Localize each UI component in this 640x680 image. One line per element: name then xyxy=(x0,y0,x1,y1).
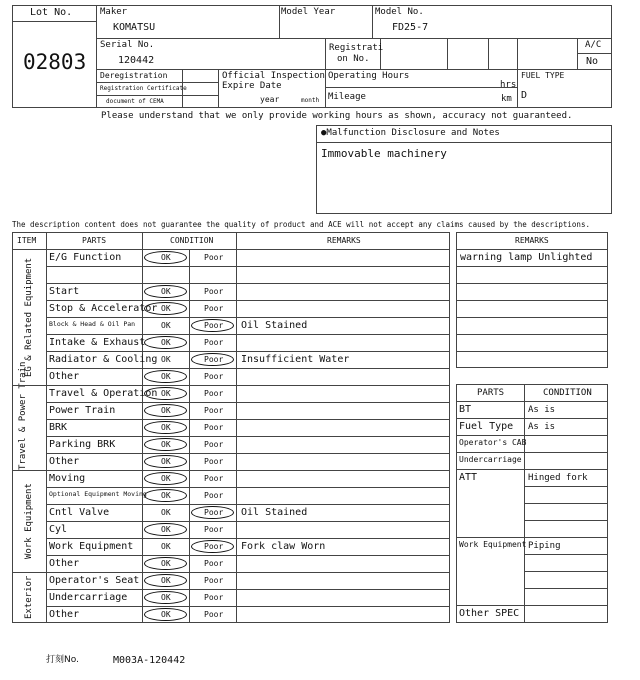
poor-option[interactable]: Poor xyxy=(204,355,224,364)
serial-value: 120442 xyxy=(118,55,155,66)
poor-option[interactable]: Poor xyxy=(204,474,224,483)
side-parts-header: PARTS xyxy=(477,388,505,398)
row-part: E/G Function xyxy=(49,252,122,263)
poor-selected-oval xyxy=(191,319,234,332)
row-part: Other xyxy=(49,609,80,620)
ok-selected-oval xyxy=(144,438,187,451)
lot-label: Lot No. xyxy=(30,7,73,18)
ok-selected-oval xyxy=(144,591,187,604)
disclaimer-text: The description content does not guarantee the quality of product and ACE will not accept any claims caused by the descriptions. xyxy=(12,220,590,229)
row-part: BRK xyxy=(49,422,68,433)
ok-option[interactable]: OK xyxy=(161,287,171,296)
ok-option[interactable]: OK xyxy=(161,406,171,415)
poor-option[interactable]: Poor xyxy=(204,253,224,262)
ok-option[interactable]: OK xyxy=(161,491,171,500)
poor-option[interactable]: Poor xyxy=(204,304,224,313)
ok-option[interactable]: OK xyxy=(161,338,171,347)
poor-option[interactable]: Poor xyxy=(204,559,224,568)
inspection-label-2: Expire Date xyxy=(222,81,282,91)
ok-option[interactable]: OK xyxy=(161,321,171,330)
poor-option[interactable]: Poor xyxy=(204,423,224,432)
side-part-label: Undercarriage xyxy=(459,455,522,464)
ok-option[interactable]: OK xyxy=(161,253,171,262)
model-no-label: Model No. xyxy=(375,7,424,17)
km-label: km xyxy=(501,94,512,104)
row-part: Cyl xyxy=(49,524,68,535)
side-condition-value: As is xyxy=(528,405,556,415)
ok-selected-oval xyxy=(144,608,187,621)
ok-option[interactable]: OK xyxy=(161,542,171,551)
maker-value: KOMATSU xyxy=(113,22,156,33)
ok-selected-oval xyxy=(144,523,187,536)
poor-option[interactable]: Poor xyxy=(204,525,224,534)
row-part: Cntl Valve xyxy=(49,507,110,518)
ok-selected-oval xyxy=(144,251,187,264)
row-remark: Fork claw Worn xyxy=(241,541,326,552)
row-part: Other xyxy=(49,371,80,382)
ok-option[interactable]: OK xyxy=(161,423,171,432)
side-remark-text: warning lamp Unlighted xyxy=(460,252,593,263)
ok-option[interactable]: OK xyxy=(161,304,171,313)
group-label: Exterior xyxy=(24,575,34,620)
row-part: Other xyxy=(49,456,80,467)
malfunction-text: Immovable machinery xyxy=(321,147,447,160)
row-part: Moving xyxy=(49,473,86,484)
side-part-label: BT xyxy=(459,404,472,415)
row-part: Other xyxy=(49,558,80,569)
row-part: Operator's Seat xyxy=(49,575,140,586)
row-part: Start xyxy=(49,286,80,297)
side-part-label: Other SPEC xyxy=(459,608,520,619)
side-remarks-header: REMARKS xyxy=(515,236,549,245)
side-condition-header: CONDITION xyxy=(543,388,592,398)
ok-option[interactable]: OK xyxy=(161,593,171,602)
row-remark: Oil Stained xyxy=(241,320,308,331)
ok-option[interactable]: OK xyxy=(161,474,171,483)
poor-option[interactable]: Poor xyxy=(204,542,224,551)
ok-selected-oval xyxy=(144,472,187,485)
fuel-type-value: D xyxy=(521,90,528,101)
ok-selected-oval xyxy=(144,574,187,587)
ok-selected-oval xyxy=(144,285,187,298)
ok-option[interactable]: OK xyxy=(161,559,171,568)
inspection-label: Official Inspection xyxy=(222,71,325,81)
operating-hours-label: Operating Hours xyxy=(328,71,410,81)
row-part: Parking BRK xyxy=(49,439,116,450)
ac-label: A/C xyxy=(585,40,602,50)
side-part-label: ATT xyxy=(459,472,478,483)
poor-option[interactable]: Poor xyxy=(204,287,224,296)
poor-option[interactable]: Poor xyxy=(204,389,224,398)
ok-option[interactable]: OK xyxy=(161,610,171,619)
row-part: Travel & Operation xyxy=(49,388,158,399)
ok-option[interactable]: OK xyxy=(161,372,171,381)
ok-option[interactable]: OK xyxy=(161,508,171,517)
lot-number: 02803 xyxy=(23,50,87,74)
row-remark: Insufficient Water xyxy=(241,354,350,365)
row-part: Undercarriage xyxy=(49,592,128,603)
poor-option[interactable]: Poor xyxy=(204,593,224,602)
ok-selected-oval xyxy=(144,387,187,400)
ok-option[interactable]: OK xyxy=(161,440,171,449)
ok-selected-oval xyxy=(144,455,187,468)
poor-option[interactable]: Poor xyxy=(204,406,224,415)
ok-selected-oval xyxy=(144,302,187,315)
month-label: month xyxy=(301,97,320,104)
side-condition-value: Piping xyxy=(528,541,561,551)
poor-selected-oval xyxy=(191,506,234,519)
malfunction-box xyxy=(316,125,612,214)
row-part: Work Equipment xyxy=(49,541,134,552)
ok-selected-oval xyxy=(144,404,187,417)
row-part: Stop & Accelerator xyxy=(49,303,158,314)
ok-option[interactable]: OK xyxy=(161,389,171,398)
poor-option[interactable]: Poor xyxy=(204,321,224,330)
registration-label-2: on No. xyxy=(337,54,370,64)
header-item: ITEM xyxy=(17,236,37,245)
poor-option[interactable]: Poor xyxy=(204,508,224,517)
row-part: Intake & Exhaust xyxy=(49,337,146,348)
poor-option[interactable]: Poor xyxy=(204,457,224,466)
deregistration-label: Deregistration xyxy=(100,71,168,80)
side-part-label: Operator's CAB xyxy=(459,438,527,447)
registration-label: Registrati xyxy=(329,43,384,53)
hrs-label: hrs xyxy=(500,80,517,90)
row-part: Power Train xyxy=(49,405,116,416)
serial-label: Serial No. xyxy=(100,40,155,50)
ok-option[interactable]: OK xyxy=(161,457,171,466)
poor-option[interactable]: Poor xyxy=(204,610,224,619)
header-parts: PARTS xyxy=(82,236,107,245)
group-label: Work Equipment xyxy=(24,483,34,559)
fuel-type-label: FUEL TYPE xyxy=(521,71,565,80)
group-label: EG & Related Equipment xyxy=(24,257,34,377)
stamp-value: M003A-120442 xyxy=(113,655,186,666)
row-remark: Oil Stained xyxy=(241,507,308,518)
poor-option[interactable]: Poor xyxy=(204,372,224,381)
row-part: Optional Equipment Moving xyxy=(49,490,147,498)
row-part: Block & Head & Oil Pan xyxy=(49,320,136,328)
notice-text: Please understand that we only provide working hours as shown, accuracy not guaranteed. xyxy=(101,111,573,121)
ok-selected-oval xyxy=(144,370,187,383)
row-part: Radiator & Cooling xyxy=(49,354,158,365)
year-label: year xyxy=(260,95,280,104)
side-part-label: Fuel Type xyxy=(459,421,514,432)
ok-option[interactable]: OK xyxy=(161,576,171,585)
side-part-label: Work Equipment xyxy=(459,540,527,549)
ok-selected-oval xyxy=(144,421,187,434)
maker-label: Maker xyxy=(100,7,128,17)
poor-option[interactable]: Poor xyxy=(204,440,224,449)
group-label: Travel & Power Train xyxy=(18,361,28,470)
poor-option[interactable]: Poor xyxy=(204,491,224,500)
poor-option[interactable]: Poor xyxy=(204,576,224,585)
malfunction-title: ●Malfunction Disclosure and Notes xyxy=(321,128,500,138)
stamp-label: 打刻No. xyxy=(46,655,79,665)
ok-selected-oval xyxy=(144,336,187,349)
ok-option[interactable]: OK xyxy=(161,525,171,534)
registration-certificate-label: Registration Certificate xyxy=(100,85,187,92)
header-condition: CONDITION xyxy=(170,236,214,245)
poor-selected-oval xyxy=(191,353,234,366)
mileage-label: Mileage xyxy=(328,92,366,102)
side-condition-value: Hinged fork xyxy=(528,473,588,483)
poor-selected-oval xyxy=(191,540,234,553)
cema-label: document of CEMA xyxy=(106,98,164,105)
ok-selected-oval xyxy=(144,557,187,570)
model-no-value: FD25-7 xyxy=(392,22,429,33)
ac-value: No xyxy=(586,56,599,67)
poor-option[interactable]: Poor xyxy=(204,338,224,347)
side-condition-value: As is xyxy=(528,422,556,432)
header-remarks: REMARKS xyxy=(327,236,361,245)
ok-selected-oval xyxy=(144,489,187,502)
model-year-label: Model Year xyxy=(281,7,336,17)
ok-option[interactable]: OK xyxy=(161,355,171,364)
